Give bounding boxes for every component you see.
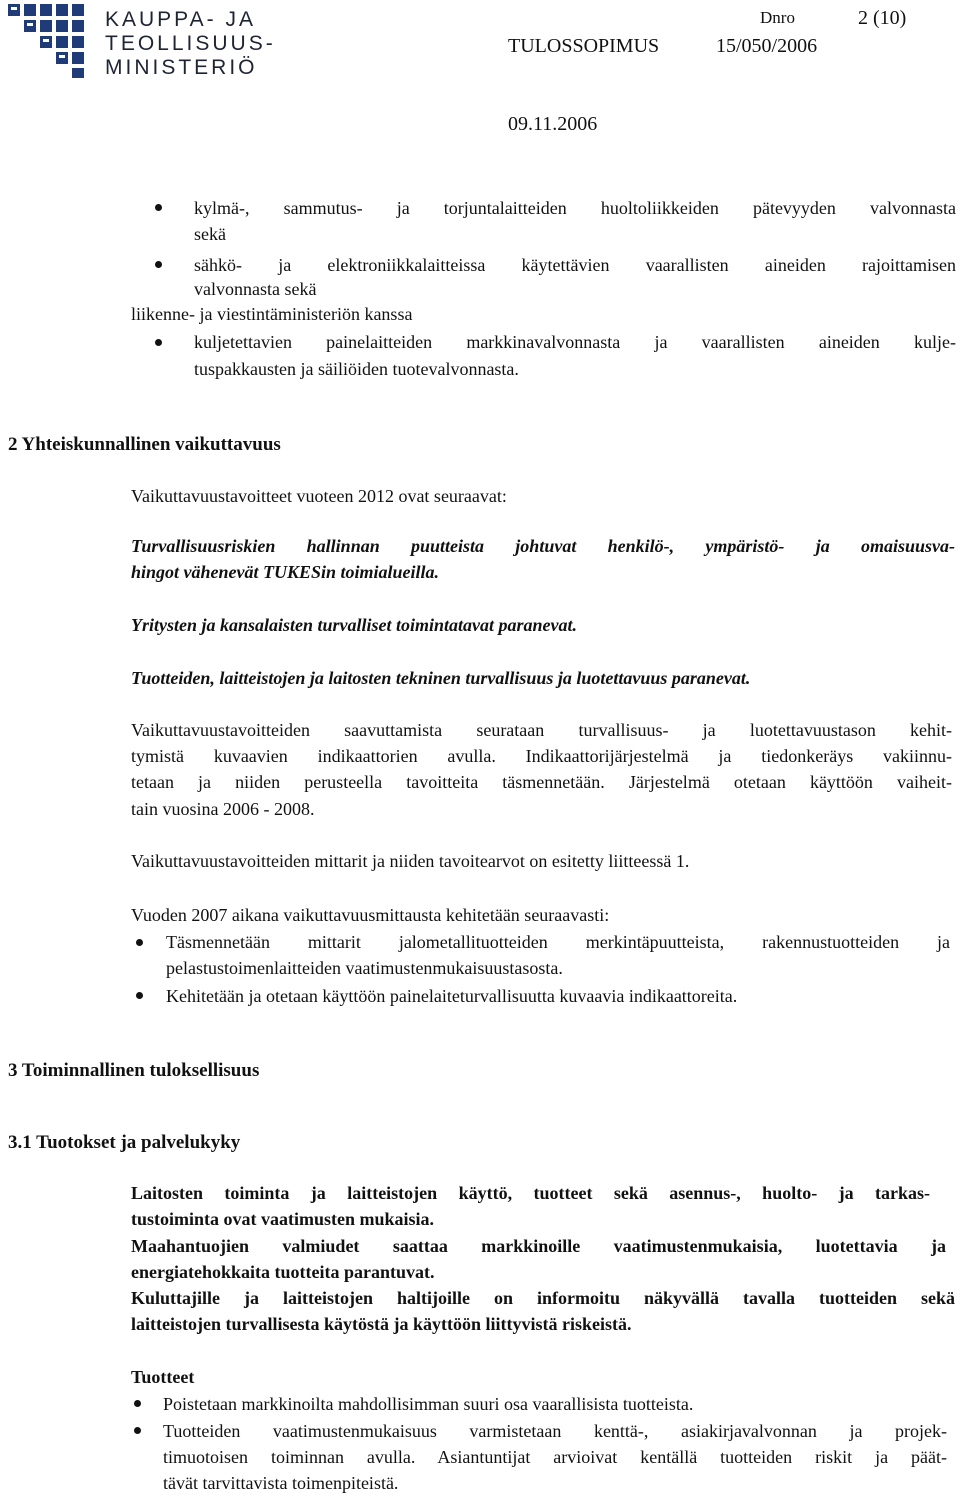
- bullet-icon: [155, 339, 162, 346]
- document-date: 09.11.2006: [508, 113, 598, 135]
- paragraph-line: Vaikuttavuustavoitteiden saavuttamista seurataan turvallisuus- ja luotettavuustason kehit-: [131, 720, 952, 740]
- bullet-icon: [134, 1400, 141, 1407]
- logo-line: TEOLLISUUS-: [105, 32, 276, 55]
- bullet-text: pelastustoimenlaitteiden vaatimustenmukaisuustasosta.: [166, 958, 563, 978]
- logo-line: KAUPPA- JA: [105, 8, 256, 31]
- bullet-text: Tuotteiden vaatimustenmukaisuus varmistetaan kenttä-, asiakirjavalvonnan ja projek-: [163, 1421, 947, 1441]
- bullet-text: kylmä-, sammutus- ja torjuntalaitteiden huoltoliikkeiden pätevyyden valvonnasta: [194, 198, 956, 218]
- paragraph-line: Vaikuttavuustavoitteiden mittarit ja niiden tavoitearvot on esitetty liitteessä 1.: [131, 851, 690, 871]
- section-intro: Vaikuttavuustavoitteet vuoteen 2012 ovat seuraavat:: [131, 486, 507, 506]
- bold-goal-line: Laitosten toiminta ja laitteistojen käyttö, tuotteet sekä asennus-, huolto- ja tarkas-: [131, 1183, 930, 1203]
- dnro-label: Dnro: [760, 8, 795, 27]
- document-number: 15/050/2006: [716, 35, 818, 57]
- goal-text: Tuotteiden, laitteistojen ja laitosten tekninen turvallisuus ja luotettavuus paranevat.: [131, 668, 751, 688]
- bold-goal-line: Maahantuojien valmiudet saattaa markkinoille vaatimustenmukaisia, luotettavia ja: [131, 1236, 946, 1256]
- paragraph-line: tetaan ja niiden perusteella tavoitteita täsmennetään. Järjestelmä otetaan käyttöön vaiheit-: [131, 772, 952, 792]
- logo-line: MINISTERIÖ: [105, 56, 258, 79]
- ministry-logo: [8, 4, 278, 80]
- bullet-text: timuotoisen toiminnan avulla. Asiantuntijat arvioivat kentällä tuotteiden riskit ja päät-: [163, 1447, 947, 1467]
- bullet-icon: [136, 992, 143, 999]
- page-number: 2 (10): [858, 7, 907, 29]
- bullet-text: Kehitetään ja otetaan käyttöön painelaiteturvallisuutta kuvaavia indikaattoreita.: [166, 986, 738, 1006]
- bold-goal-line: energiatehokkaita tuotteita parantuvat.: [131, 1262, 435, 1282]
- bullet-text: kuljetettavien painelaitteiden markkinavalvonnasta ja vaarallisten aineiden kulje-: [194, 332, 956, 352]
- bullet-text: sähkö- ja elektroniikkalaitteissa käytettävien vaarallisten aineiden rajoittamisen: [194, 255, 956, 275]
- paragraph-line: Vuoden 2007 aikana vaikuttavuusmittausta kehitetään seuraavasti:: [131, 905, 610, 925]
- bullet-text: Poistetaan markkinoilta mahdollisimman suuri osa vaarallisista tuotteista.: [163, 1394, 694, 1414]
- products-heading: Tuotteet: [131, 1367, 195, 1387]
- bullet-icon: [136, 939, 143, 946]
- ministry-line: liikenne- ja viestintäministeriön kanssa: [131, 304, 413, 324]
- bullet-icon: [155, 261, 162, 268]
- document-type: TULOSSOPIMUS: [508, 35, 660, 57]
- section-heading: 3 Toiminnallinen tuloksellisuus: [8, 1060, 260, 1081]
- logo-wordmark: [105, 8, 276, 80]
- bullet-text: tuspakkausten ja säiliöiden tuotevalvonnasta.: [194, 359, 519, 379]
- goal-text: Turvallisuusriskien hallinnan puutteista johtuvat henkilö-, ympäristö- ja omaisuusva-: [131, 536, 955, 556]
- bold-goal-line: Kuluttajille ja laitteistojen haltijoille on informoitu näkyvällä tavalla tuotteiden sekä: [131, 1288, 955, 1308]
- bold-goal-line: tustoiminta ovat vaatimusten mukaisia.: [131, 1209, 435, 1229]
- bullet-text: sekä: [194, 224, 226, 244]
- logo-emblem-icon: [8, 4, 100, 80]
- goal-text: Yritysten ja kansalaisten turvalliset toimintatavat paranevat.: [131, 615, 578, 635]
- goal-text: hingot vähenevät TUKESin toimialueilla.: [131, 562, 440, 582]
- subsection-heading: 3.1 Tuotokset ja palvelukyky: [8, 1132, 241, 1153]
- bullet-icon: [155, 204, 162, 211]
- bold-goal-line: laitteistojen turvallisesta käytöstä ja käyttöön liittyvistä riskeistä.: [131, 1314, 632, 1334]
- paragraph-line: tain vuosina 2006 - 2008.: [131, 799, 315, 819]
- bullet-text: tävät tarvittavista toimenpiteistä.: [163, 1473, 399, 1493]
- paragraph-line: tymistä kuvaavien indikaattorien avulla. Indikaattorijärjestelmä ja tiedonkeräys vakiinnu-: [131, 746, 952, 766]
- section-heading: 2 Yhteiskunnallinen vaikuttavuus: [8, 434, 281, 455]
- bullet-text: Täsmennetään mittarit jalometallituotteiden merkintäpuutteista, rakennustuotteiden ja: [166, 932, 950, 952]
- bullet-text: valvonnasta sekä: [194, 279, 317, 299]
- bullet-icon: [134, 1427, 141, 1434]
